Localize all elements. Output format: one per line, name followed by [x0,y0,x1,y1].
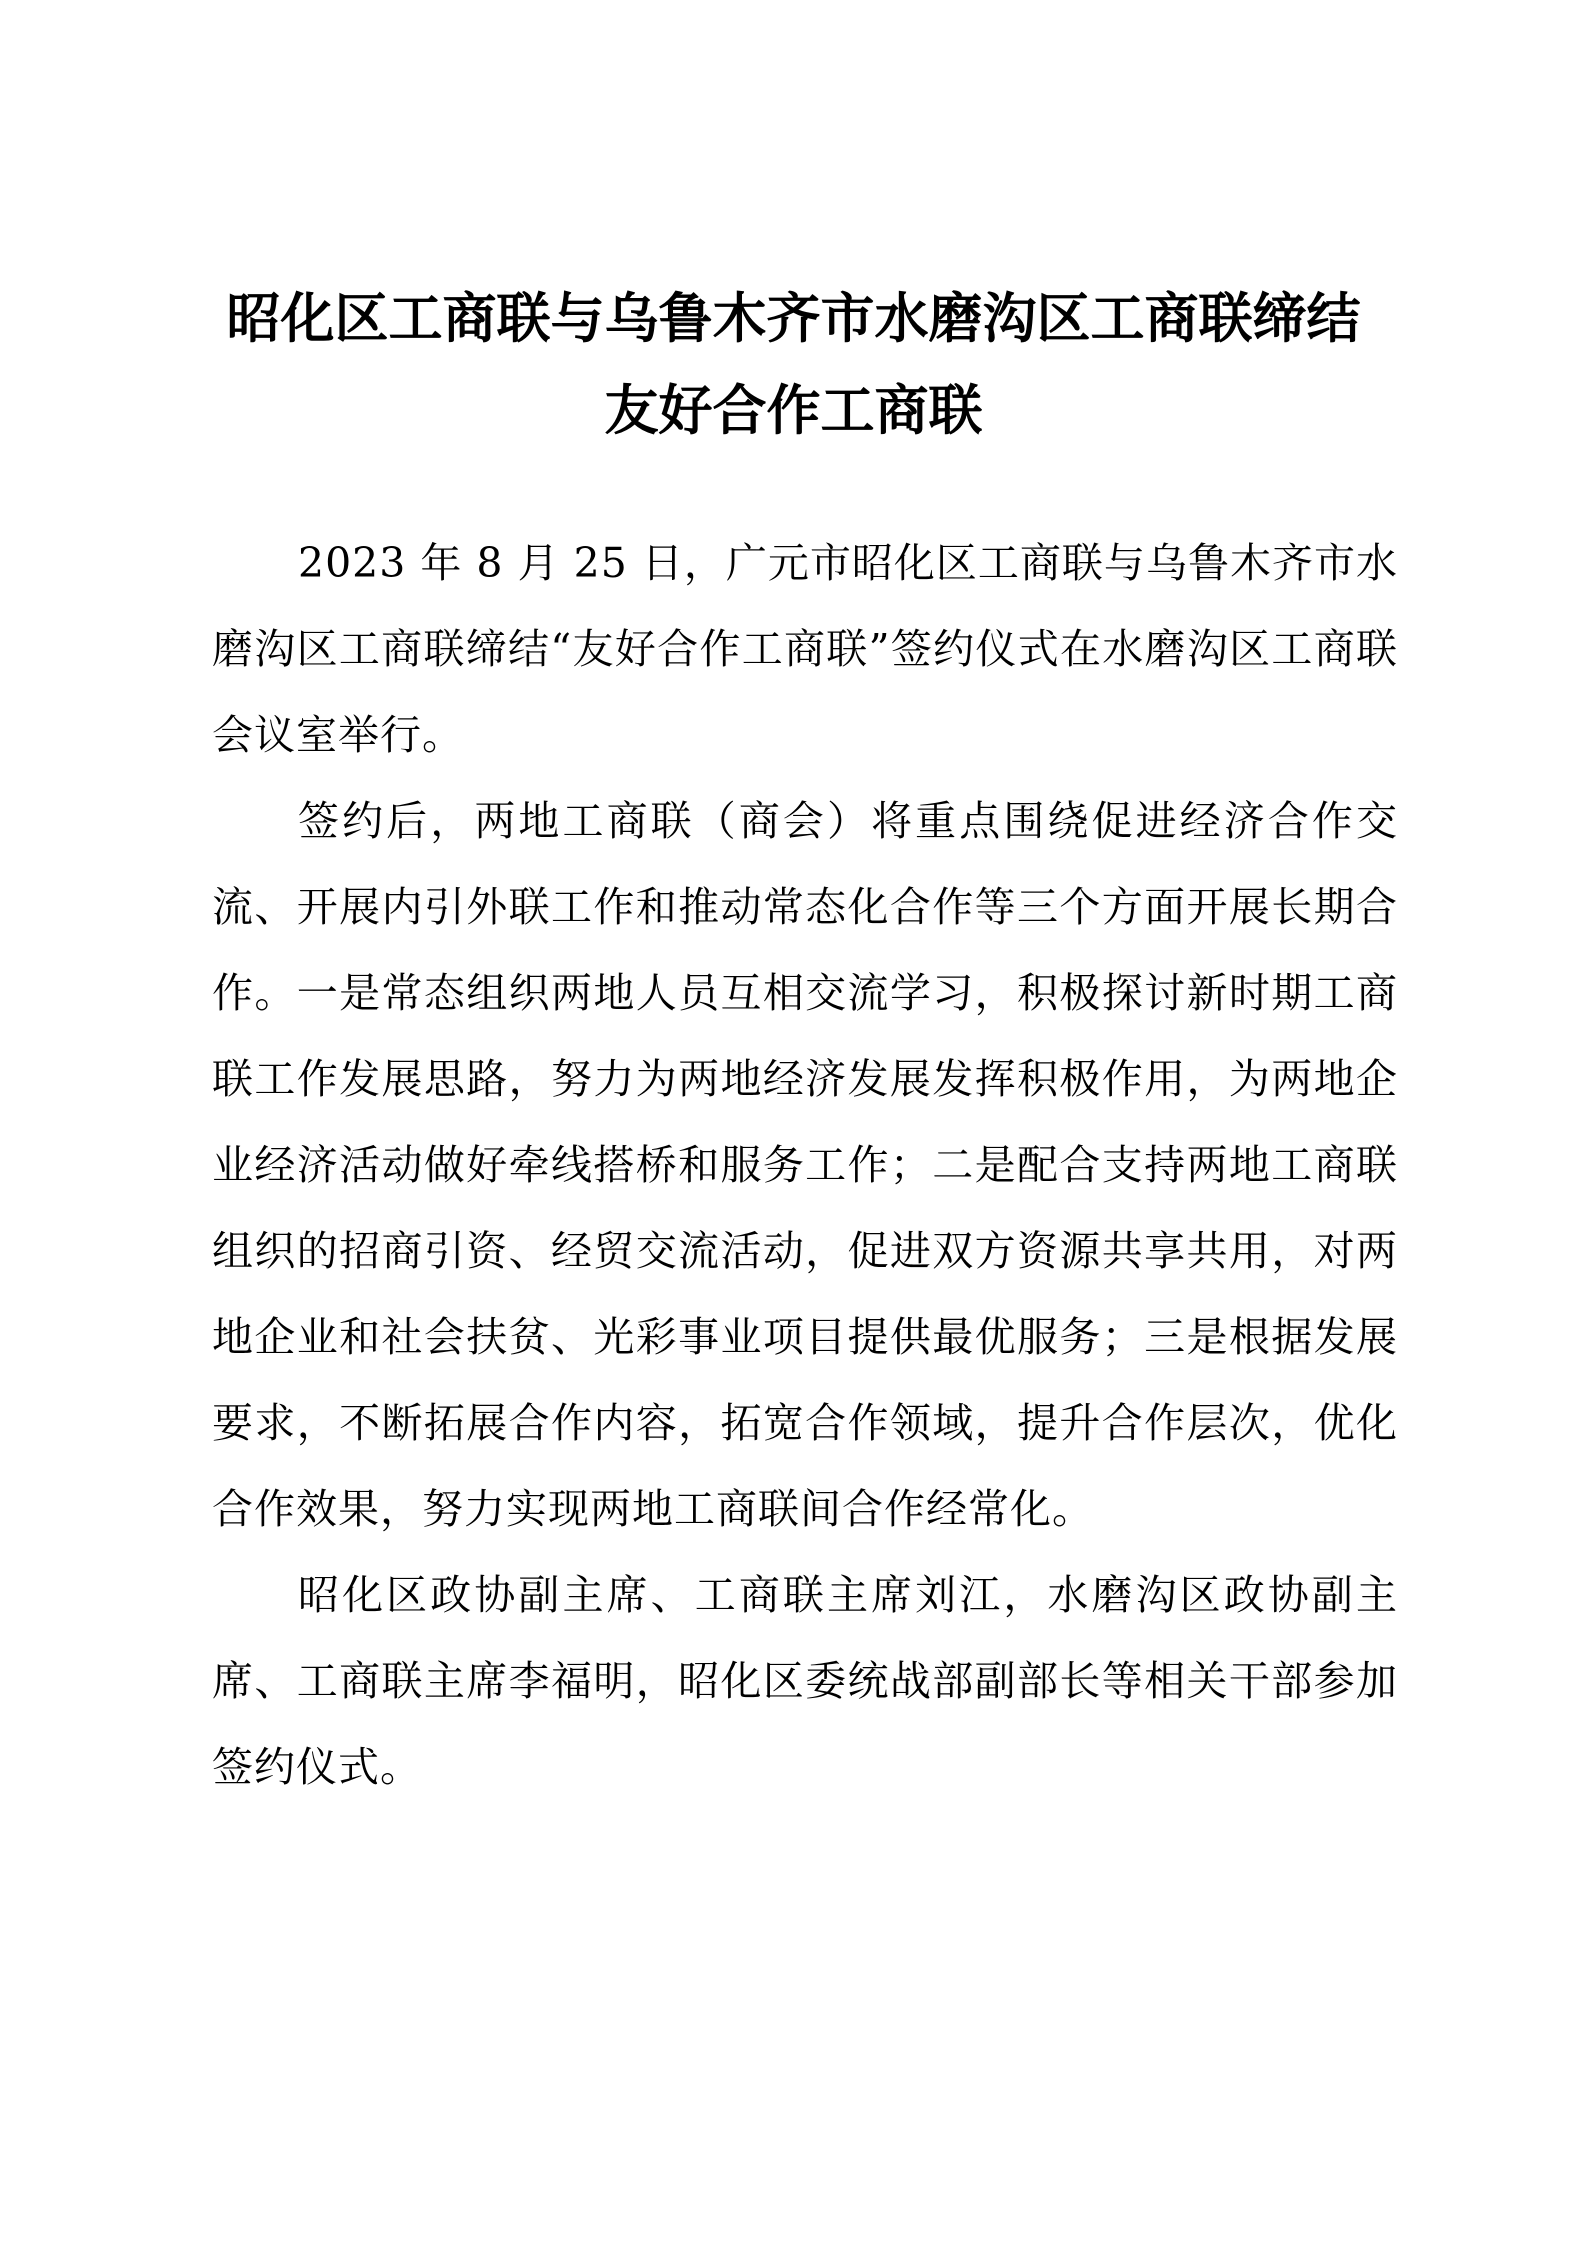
document-body [212,520,1398,1810]
paragraph-event-summary: 2023 年 8 月 25 日，广元市昭化区工商联与乌鲁木齐市水磨沟区工商联缔结“友好合作工商联”签约仪式在水磨沟区工商联会议室举行。 [212,539,1398,759]
paragraph-attendees: 昭化区政协副主席、工商联主席刘江，水磨沟区政协副主席、工商联主席李福明，昭化区委统战部副部长等相关干部参加签约仪式。 [212,1571,1398,1791]
paragraph-cooperation-plan: 签约后，两地工商联（商会）将重点围绕促进经济合作交流、开展内引外联工作和推动常态化合作等三个方面开展长期合作。一是常态组织两地人员互相交流学习，积极探讨新时期工商联工作发展思路，努力为两地经济发展发挥积极作用，为两地企业经济活动做好牵线搭桥和服务工作；二是配合支持两地工商联组织的招商引资、经贸交流活动，促进双方资源共享共用，对两地企业和社会扶贫、光彩事业项目提供最优服务；三是根据发展要求，不断拓展合作内容，拓宽合作领域，提升合作层次，优化合作效果，努力实现两地工商联间合作经常化。 [212,797,1398,1533]
document-title: 昭化区工商联与乌鲁木齐市水磨沟区工商联缔结友好合作工商联 [226,286,1361,442]
